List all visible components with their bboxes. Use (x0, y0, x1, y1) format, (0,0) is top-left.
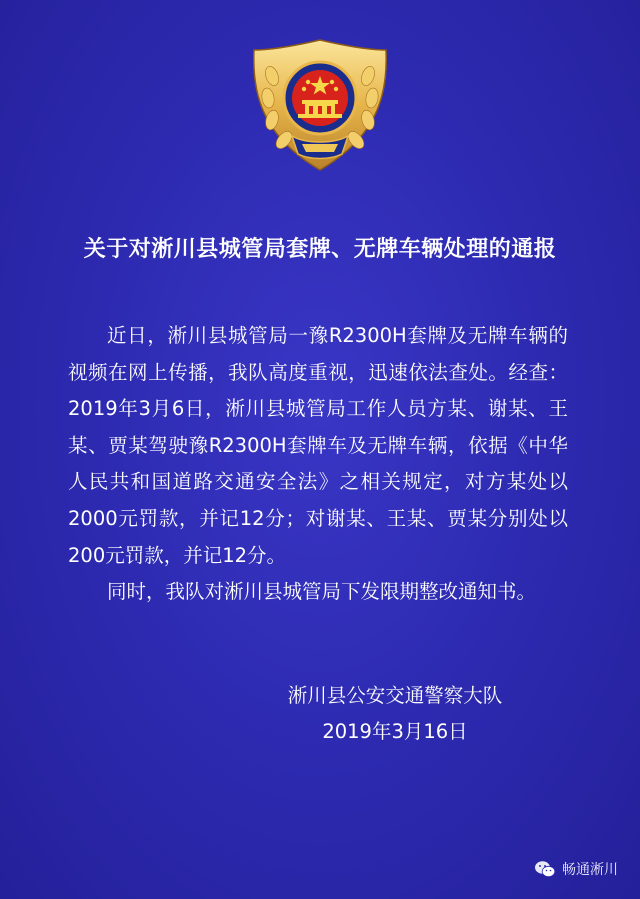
notice-paragraph-1: 近日，淅川县城管局一豫R2300H套牌及无牌车辆的视频在网上传播，我队高度重视，迅速依法查处。经查：2019年3月6日，淅川县城管局工作人员方某、谢某、王某、贾某驾驶豫R2300H套牌车及无牌车辆，依据《中华人民共和国道路交通安全法》之相关规定，对方某处以2000元罚款，并记12分；对谢某、王某、贾某分别处以200元罚款，并记12分。 (68, 324, 568, 567)
signature-date: 2019年3月16日 (322, 720, 468, 743)
signature-org: 淅川县公安交通警察大队 (287, 684, 503, 707)
watermark-text: 畅通淅川 (562, 862, 618, 878)
account-watermark (534, 859, 618, 879)
notice-paragraph-2: 同时，我队对淅川县城管局下发限期整改通知书。 (107, 580, 537, 604)
wechat-icon (534, 860, 556, 878)
notice-title: 关于对淅川县城管局套牌、无牌车辆处理的通报 (83, 237, 557, 262)
notice-body (68, 318, 568, 611)
signature-block (270, 678, 520, 750)
police-emblem (246, 36, 394, 174)
